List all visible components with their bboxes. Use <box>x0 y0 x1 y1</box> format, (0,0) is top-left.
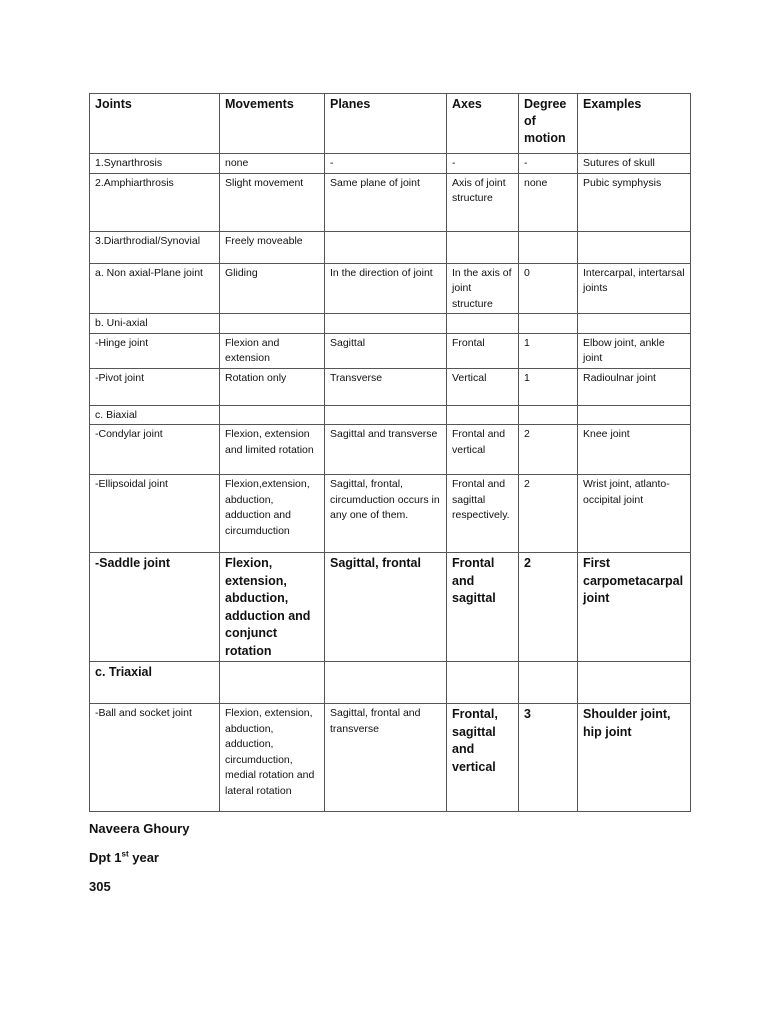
cell-movements <box>220 662 325 704</box>
cell-examples <box>578 231 691 263</box>
cell-planes: Sagittal, frontal <box>325 553 447 662</box>
cell-joint: -Condylar joint <box>90 425 220 475</box>
cell-examples: Intercarpal, intertarsal joints <box>578 263 691 314</box>
author-class <box>89 850 159 865</box>
cell-degree: 2 <box>519 475 578 553</box>
cell-axes: Frontal and vertical <box>447 425 519 475</box>
cell-axes: Vertical <box>447 368 519 405</box>
header-joints: Joints <box>90 94 220 154</box>
cell-degree: 0 <box>519 263 578 314</box>
cell-joint: 1.Synarthrosis <box>90 154 220 174</box>
table-row <box>90 314 691 334</box>
table-row <box>90 662 691 704</box>
cell-degree: 2 <box>519 553 578 662</box>
table-row <box>90 704 691 812</box>
cell-movements <box>220 405 325 425</box>
cell-movements: none <box>220 154 325 174</box>
cell-planes: Sagittal and transverse <box>325 425 447 475</box>
cell-movements <box>220 314 325 334</box>
table-row <box>90 475 691 553</box>
cell-planes: Sagittal <box>325 333 447 368</box>
cell-axes: Frontal and sagittal <box>447 553 519 662</box>
cell-movements: Flexion, extension and limited rotation <box>220 425 325 475</box>
roll-number: 305 <box>89 879 111 894</box>
cell-movements: Gliding <box>220 263 325 314</box>
cell-planes <box>325 231 447 263</box>
cell-planes: Sagittal, frontal and transverse <box>325 704 447 812</box>
cell-joint: -Ball and socket joint <box>90 704 220 812</box>
cell-degree <box>519 662 578 704</box>
cell-joint: -Ellipsoidal joint <box>90 475 220 553</box>
cell-degree <box>519 405 578 425</box>
cell-movements: Freely moveable <box>220 231 325 263</box>
class-superscript: st <box>121 849 129 859</box>
cell-planes: Same plane of joint <box>325 173 447 231</box>
class-prefix: Dpt 1 <box>89 850 122 865</box>
cell-movements: Flexion, extension, abduction, adduction and conjunct rotation <box>220 553 325 662</box>
cell-joint: c. Biaxial <box>90 405 220 425</box>
table-row <box>90 263 691 314</box>
class-suffix: year <box>128 850 159 865</box>
cell-examples: Knee joint <box>578 425 691 475</box>
cell-axes: Frontal <box>447 333 519 368</box>
joints-table <box>89 93 691 812</box>
cell-movements: Flexion, extension, abduction, adduction, circumduction, medial rotation and lateral rotation <box>220 704 325 812</box>
cell-axes: Frontal and sagittal respectively. <box>447 475 519 553</box>
table-row <box>90 405 691 425</box>
cell-joint: -Hinge joint <box>90 333 220 368</box>
cell-examples: Radioulnar joint <box>578 368 691 405</box>
author-name: Naveera Ghoury <box>89 821 190 836</box>
table-header-row <box>90 94 691 154</box>
cell-planes <box>325 662 447 704</box>
table-row <box>90 425 691 475</box>
cell-axes <box>447 662 519 704</box>
cell-axes <box>447 231 519 263</box>
cell-examples <box>578 662 691 704</box>
cell-axes: Frontal, sagittal and vertical <box>447 704 519 812</box>
cell-joint: -Saddle joint <box>90 553 220 662</box>
table-row <box>90 231 691 263</box>
header-axes: Axes <box>447 94 519 154</box>
header-examples: Examples <box>578 94 691 154</box>
table-row <box>90 173 691 231</box>
table-row <box>90 154 691 174</box>
header-movements: Movements <box>220 94 325 154</box>
cell-planes: In the direction of joint <box>325 263 447 314</box>
cell-planes <box>325 405 447 425</box>
cell-examples <box>578 314 691 334</box>
table-row <box>90 368 691 405</box>
cell-degree: 1 <box>519 333 578 368</box>
cell-degree: - <box>519 154 578 174</box>
cell-examples: First carpometacarpal joint <box>578 553 691 662</box>
cell-examples: Pubic symphysis <box>578 173 691 231</box>
header-degree-of-motion: Degree of motion <box>519 94 578 154</box>
cell-degree <box>519 314 578 334</box>
cell-joint: b. Uni-axial <box>90 314 220 334</box>
cell-planes: - <box>325 154 447 174</box>
cell-axes <box>447 405 519 425</box>
cell-degree <box>519 231 578 263</box>
cell-movements: Flexion,extension, abduction, adduction and circumduction <box>220 475 325 553</box>
cell-joint: a. Non axial-Plane joint <box>90 263 220 314</box>
cell-examples: Wrist joint, atlanto-occipital joint <box>578 475 691 553</box>
table-row <box>90 333 691 368</box>
cell-joint: -Pivot joint <box>90 368 220 405</box>
cell-axes <box>447 314 519 334</box>
cell-degree: 1 <box>519 368 578 405</box>
cell-axes: - <box>447 154 519 174</box>
cell-examples: Sutures of skull <box>578 154 691 174</box>
cell-axes: Axis of joint structure <box>447 173 519 231</box>
cell-degree: 2 <box>519 425 578 475</box>
cell-joint: 3.Diarthrodial/Synovial <box>90 231 220 263</box>
cell-joint: c. Triaxial <box>90 662 220 704</box>
cell-movements: Slight movement <box>220 173 325 231</box>
cell-axes: In the axis of joint structure <box>447 263 519 314</box>
cell-planes: Sagittal, frontal, circumduction occurs in any one of them. <box>325 475 447 553</box>
cell-joint: 2.Amphiarthrosis <box>90 173 220 231</box>
cell-examples <box>578 405 691 425</box>
cell-planes <box>325 314 447 334</box>
cell-movements: Flexion and extension <box>220 333 325 368</box>
cell-examples: Elbow joint, ankle joint <box>578 333 691 368</box>
cell-degree: 3 <box>519 704 578 812</box>
table-row <box>90 553 691 662</box>
cell-examples: Shoulder joint, hip joint <box>578 704 691 812</box>
cell-movements: Rotation only <box>220 368 325 405</box>
header-planes: Planes <box>325 94 447 154</box>
cell-planes: Transverse <box>325 368 447 405</box>
cell-degree: none <box>519 173 578 231</box>
